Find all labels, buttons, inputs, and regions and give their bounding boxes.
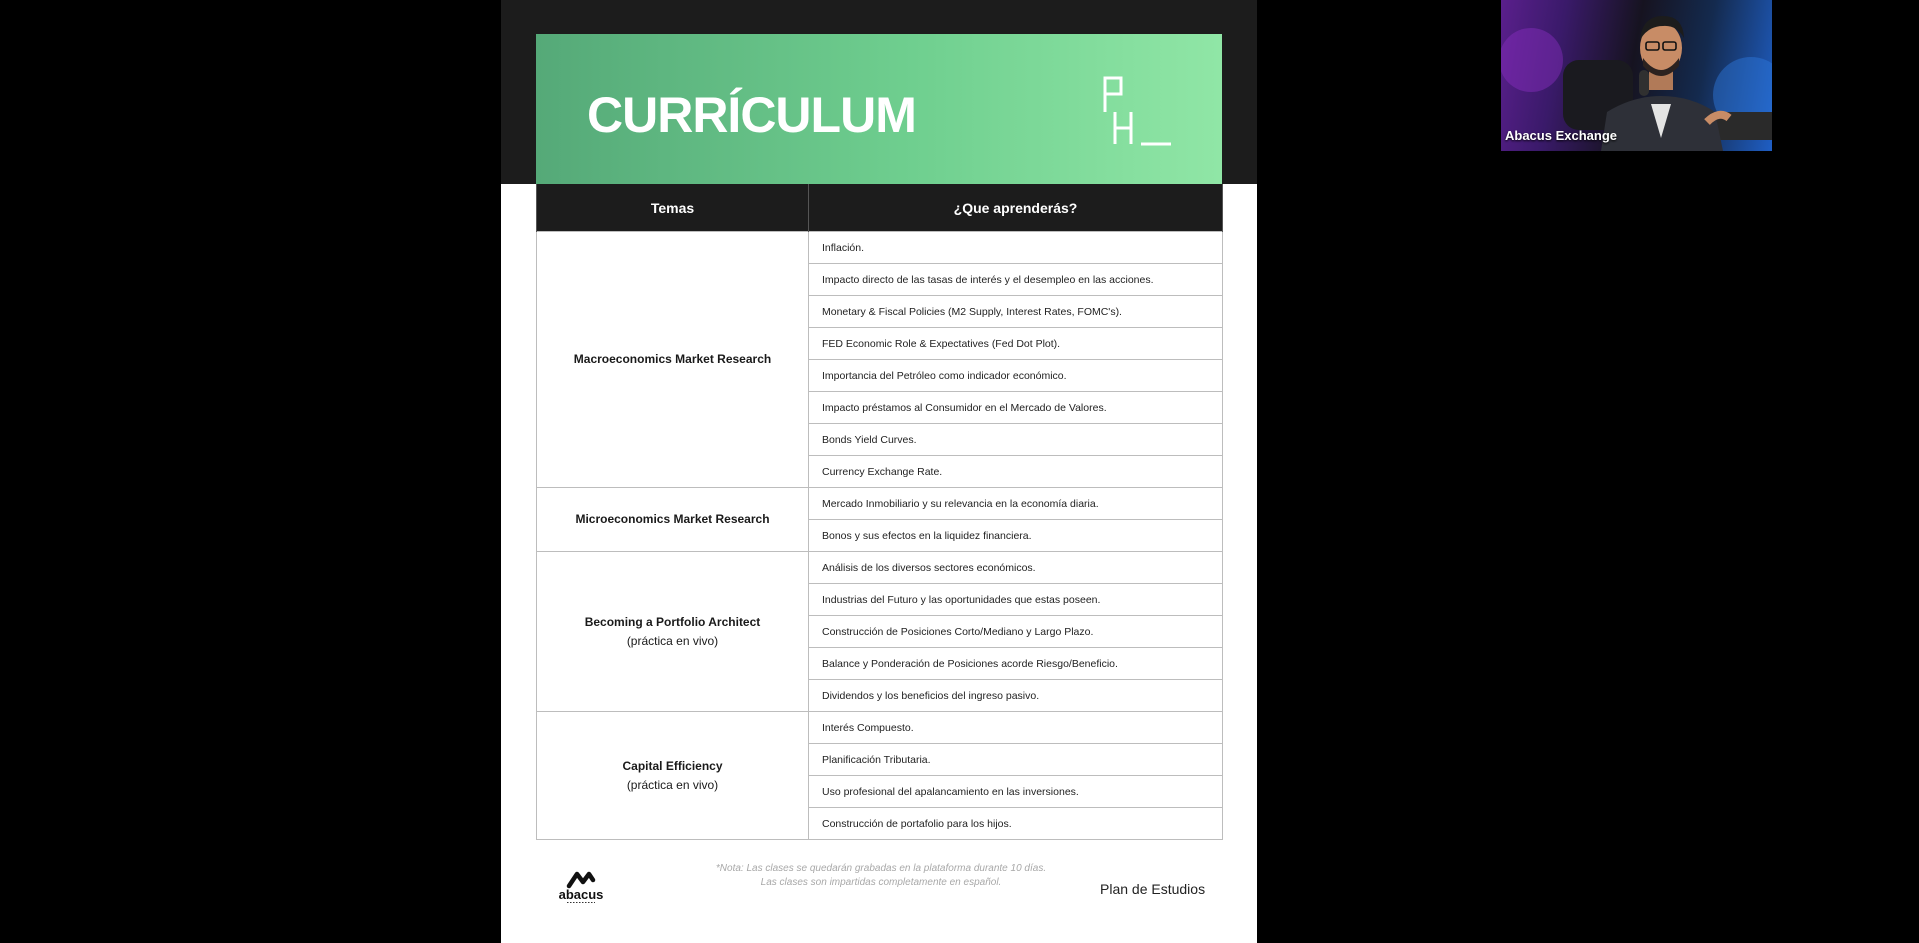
learning-item: Impacto directo de las tasas de interés y el desempleo en las acciones. — [809, 264, 1223, 296]
table-row — [537, 552, 1223, 584]
table-row — [537, 232, 1223, 264]
column-header-learn: ¿Que aprenderás? — [809, 184, 1223, 232]
learning-item: Currency Exchange Rate. — [809, 456, 1223, 488]
webcam-feed[interactable] — [1501, 0, 1772, 151]
topic-title: Macroeconomics Market Research — [573, 352, 772, 366]
learning-item: Mercado Inmobiliario y su relevancia en la economía diaria. — [809, 488, 1223, 520]
learning-item: Planificación Tributaria. — [809, 744, 1223, 776]
table-row — [537, 712, 1223, 744]
learning-item: Balance y Ponderación de Posiciones acorde Riesgo/Beneficio. — [809, 648, 1223, 680]
learning-item: Bonds Yield Curves. — [809, 424, 1223, 456]
learning-item: Impacto préstamos al Consumidor en el Mercado de Valores. — [809, 392, 1223, 424]
learning-item: Interés Compuesto. — [809, 712, 1223, 744]
learning-item: Bonos y sus efectos en la liquidez financiera. — [809, 520, 1223, 552]
table-row — [537, 488, 1223, 520]
footer-note — [661, 862, 1101, 890]
learning-item: Construcción de portafolio para los hijos. — [809, 808, 1223, 840]
learning-item: Industrias del Futuro y las oportunidades que estas poseen. — [809, 584, 1223, 616]
topic-subtitle: (práctica en vivo) — [626, 777, 719, 792]
ph-logo-icon — [1101, 74, 1181, 149]
learning-item: FED Economic Role & Expectatives (Fed Dot Plot). — [809, 328, 1223, 360]
footer-note-line: *Nota: Las clases se quedarán grabadas en la plataforma durante 10 días. — [715, 863, 1047, 874]
learning-item: Análisis de los diversos sectores económicos. — [809, 552, 1223, 584]
learning-item: Importancia del Petróleo como indicador económico. — [809, 360, 1223, 392]
learning-item: Monetary & Fiscal Policies (M2 Supply, Interest Rates, FOMC's). — [809, 296, 1223, 328]
learning-item: Inflación. — [809, 232, 1223, 264]
curriculum-banner — [536, 34, 1222, 184]
learning-item: Construcción de Posiciones Corto/Mediano y Largo Plazo. — [809, 616, 1223, 648]
topic-cell — [537, 232, 809, 488]
column-header-topics: Temas — [537, 184, 809, 232]
footer-note-line: Las clases son impartidas completamente en español. — [760, 877, 1002, 888]
topic-title: Capital Efficiency — [622, 758, 723, 773]
slide-title: CURRÍCULUM — [587, 87, 916, 143]
curriculum-table — [536, 184, 1223, 840]
abacus-logo — [551, 870, 611, 904]
topic-title: Becoming a Portfolio Architect — [584, 614, 761, 629]
topic-subtitle: (práctica en vivo) — [626, 633, 719, 648]
topic-title: Microeconomics Market Research — [575, 512, 770, 526]
presentation-slide — [501, 0, 1257, 943]
plan-label: Plan de Estudios — [1100, 881, 1206, 897]
learning-item: Dividendos y los beneficios del ingreso pasivo. — [809, 680, 1223, 712]
svg-text:abacus: abacus — [558, 887, 604, 902]
topic-cell — [537, 712, 809, 840]
topic-cell — [537, 488, 809, 552]
table-header-row — [537, 184, 1223, 232]
topic-cell — [537, 552, 809, 712]
learning-item: Uso profesional del apalancamiento en las inversiones. — [809, 776, 1223, 808]
webcam-caption: Abacus Exchange — [1505, 128, 1617, 143]
